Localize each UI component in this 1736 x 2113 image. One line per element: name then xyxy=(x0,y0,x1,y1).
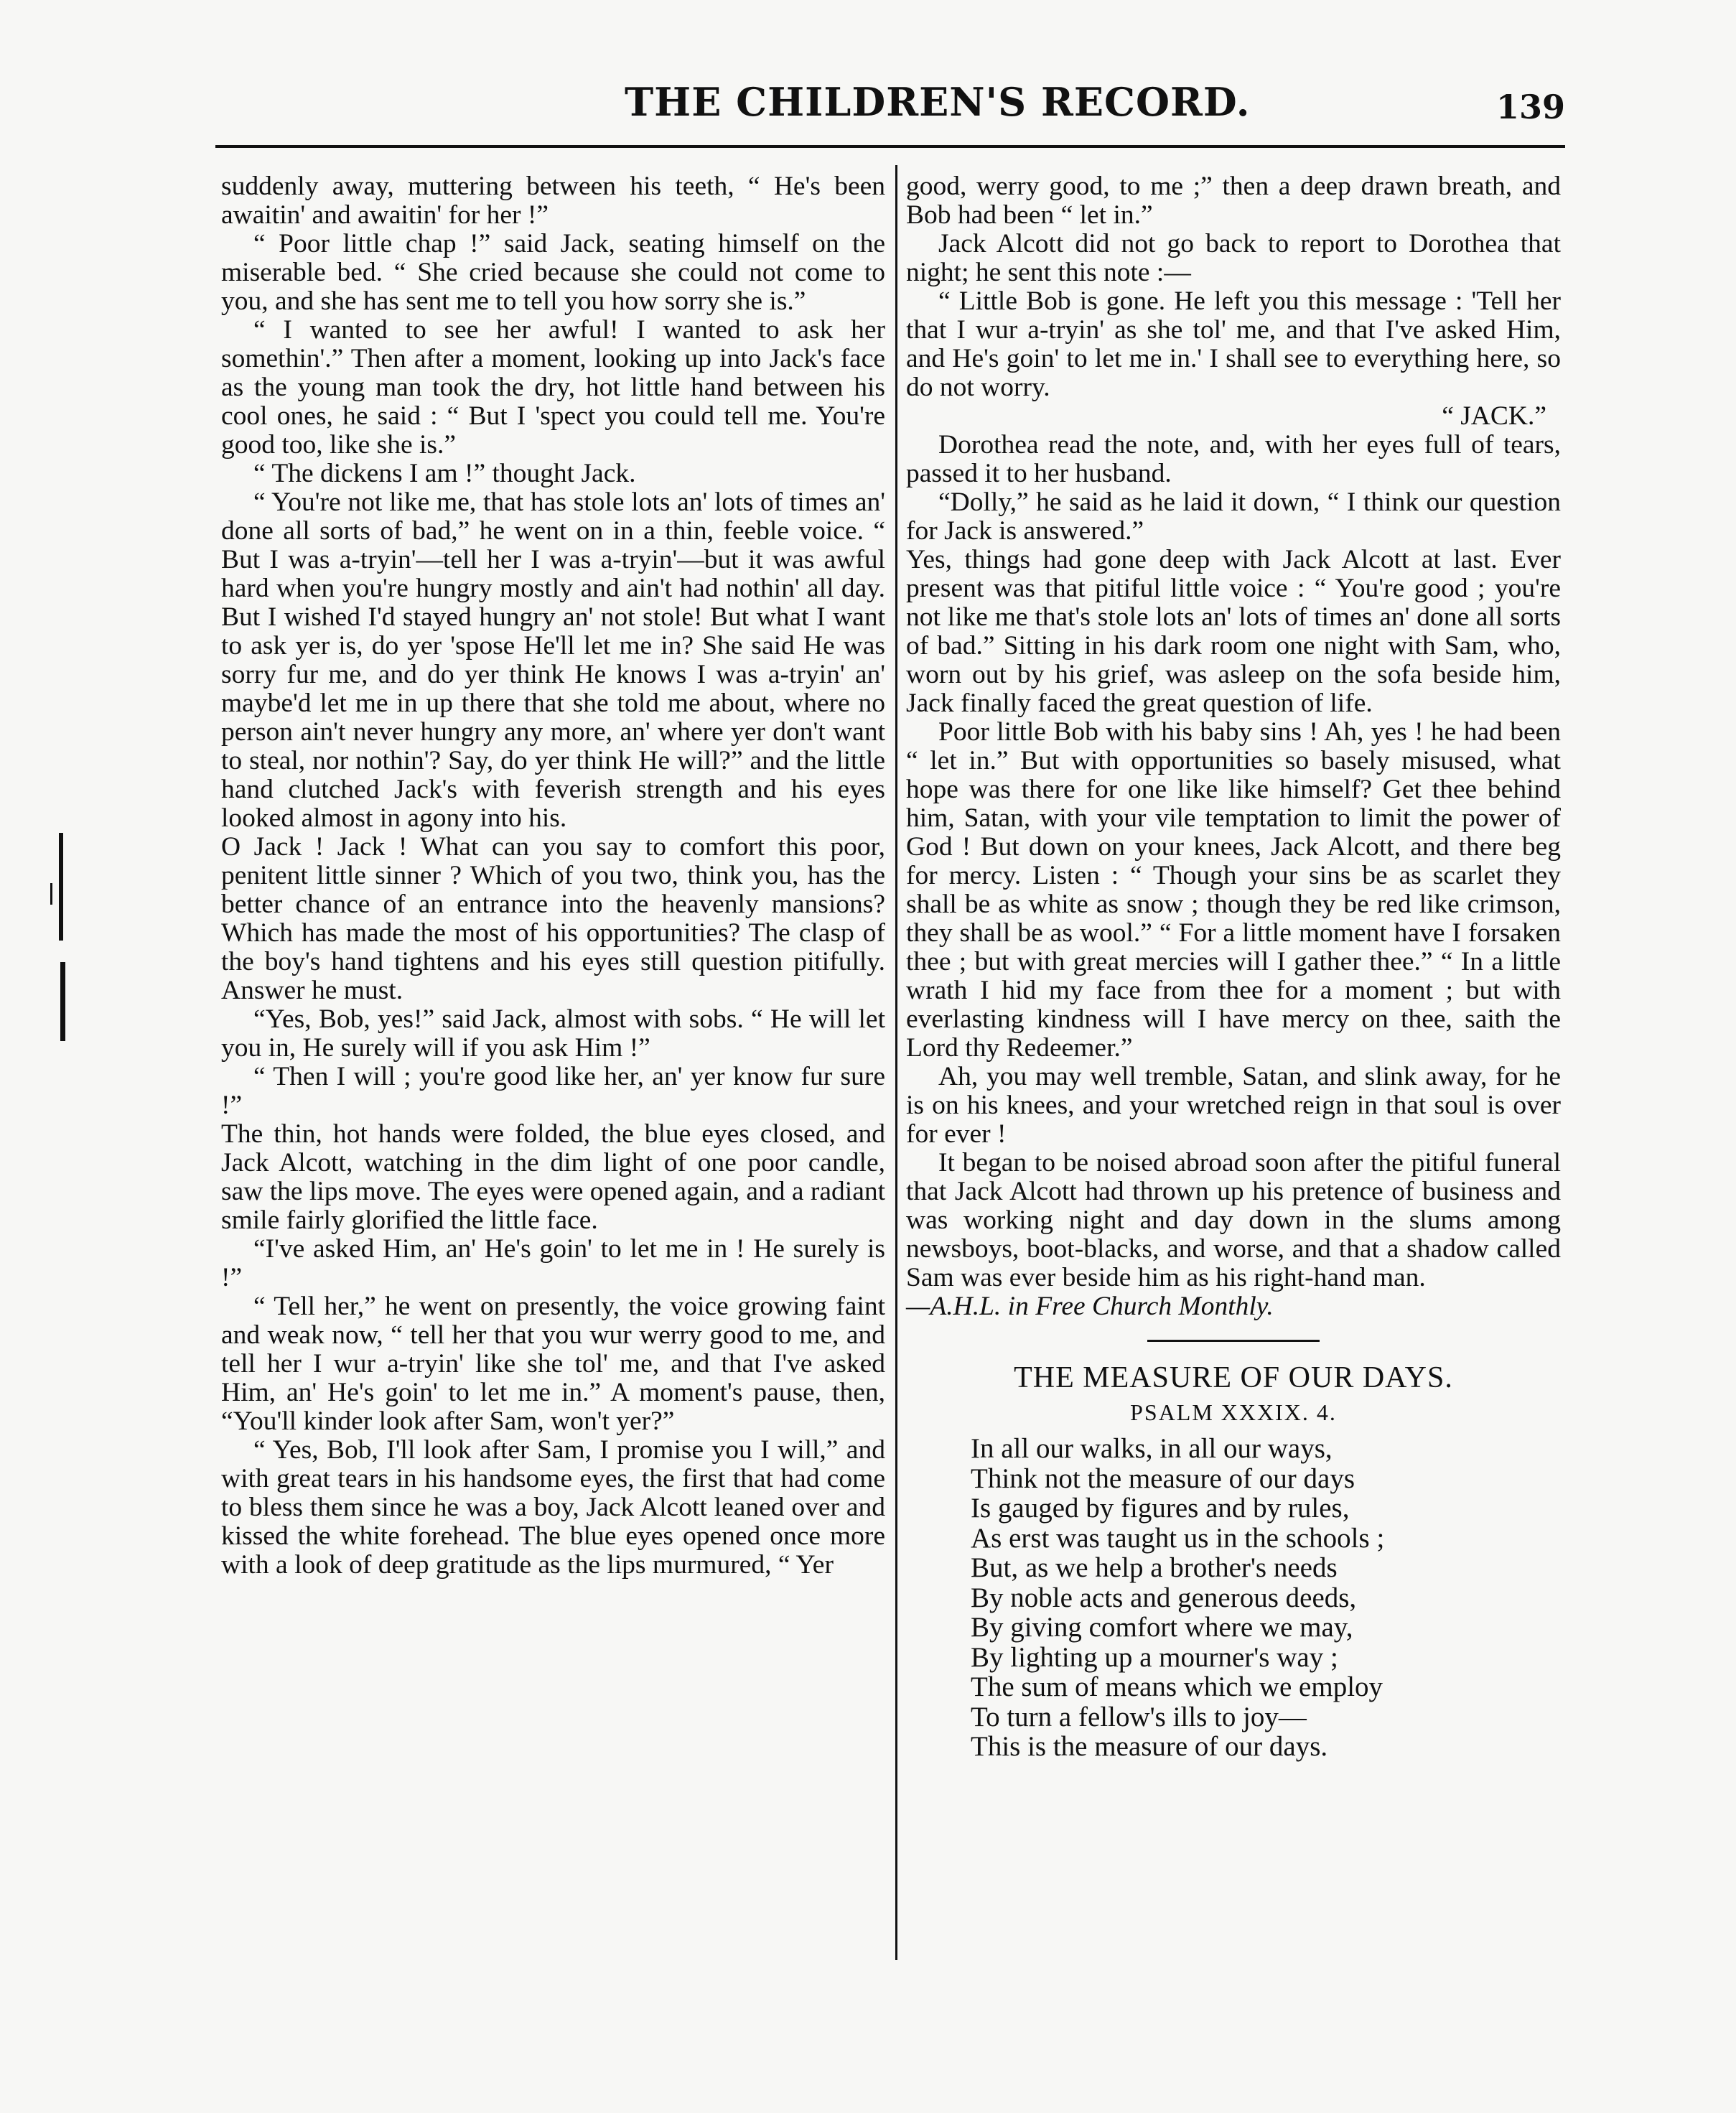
header-rule xyxy=(215,145,1565,148)
poem-line: Think not the measure of our days xyxy=(971,1463,1355,1494)
left-column xyxy=(221,172,885,1580)
poem-line: This is the measure of our days. xyxy=(971,1731,1328,1762)
paragraph: “ Tell her,” he went on presently, the voice growing faint and weak now, “ tell her that you wur werry good to me, and tell her I wur a-tryin' like she tol' me, and that I've asked Him, an' He's goin' to let me in.” A moment's pause, then, “You'll kinder look after Sam, won't yer?” xyxy=(221,1292,885,1436)
page-title: THE CHILDREN'S RECORD. xyxy=(625,79,1251,125)
paragraph: “Dolly,” he said as he laid it down, “ I think our question for Jack is answered.” xyxy=(906,488,1561,546)
paragraph: Yes, things had gone deep with Jack Alcott at last. Ever present was that pitiful little voice : “ You're good ; you're not like me that's stole lots an' lots of times an' done all sorts of bad.” Sitting in his dark room one night with Sam, who, worn out by his grief, was asleep on the sofa beside him, Jack finally faced the great question of life. xyxy=(906,545,1561,718)
poem xyxy=(906,1434,1561,1762)
poem-line: By giving comfort where we may, xyxy=(971,1612,1353,1643)
column-divider xyxy=(895,165,897,1960)
paragraph: “ Then I will ; you're good like her, an' yer know fur sure !” xyxy=(221,1062,885,1120)
paragraph: Poor little Bob with his baby sins ! Ah, yes ! he had been “ let in.” But with opportunities so basely misused, what hope was there for one like like himself? Get thee behind him, Satan, with your vile temptation to limit the power of God ! But down on your knees, Jack Alcott, and there beg for mercy. Listen : “ Though your sins be as scarlet they shall be as white as snow ; though they be red like crimson, they shall be as wool.” “ For a little moment have I forsaken thee ; but with great mercies will I gather thee.” “ In a little wrath I hid my face from thee for a moment ; but with everlasting kindness will I have mercy on thee, saith the Lord thy Redeemer.” xyxy=(906,717,1561,1063)
attribution: —A.H.L. in Free Church Monthly. xyxy=(906,1292,1274,1321)
right-column xyxy=(906,172,1561,1762)
paragraph: The thin, hot hands were folded, the blue eyes closed, and Jack Alcott, watching in the dim light of one poor candle, saw the lips move. The eyes were opened again, and a radiant smile fairly glorified the little face. xyxy=(221,1119,886,1235)
paragraph: It began to be noised abroad soon after the pitiful funeral that Jack Alcott had thrown up his pretence of business and was working night and day down in the slums among newsboys, boot-blacks, and worse, and that a shadow called Sam was ever beside him as his right-hand man. xyxy=(906,1148,1561,1292)
page-number: 139 xyxy=(1495,88,1565,126)
paragraph: “ Little Bob is gone. He left you this message : 'Tell her that I wur a-tryin' as she tol' me, and that I've asked Him, and He's goin' to let me in.' I shall see to everything here, so do not worry. xyxy=(906,286,1561,402)
section-rule xyxy=(1147,1340,1320,1342)
paragraph: Dorothea read the note, and, with her eyes full of tears, passed it to her husband. xyxy=(906,430,1561,488)
poem-line: As erst was taught us in the schools ; xyxy=(971,1522,1385,1554)
poem-line: To turn a fellow's ills to joy— xyxy=(971,1701,1307,1732)
poem-subtitle: PSALM XXXIX. 4. xyxy=(1130,1399,1337,1425)
margin-marks xyxy=(50,833,79,1048)
paragraph: “ Poor little chap !” said Jack, seating himself on the miserable bed. “ She cried because she could not come to you, and she has sent me to tell you how sorry she is.” xyxy=(221,229,885,316)
poem-line: But, as we help a brother's needs xyxy=(971,1552,1338,1583)
poem-line: By noble acts and generous deeds, xyxy=(971,1582,1357,1613)
paragraph: “ I wanted to see her awful! I wanted to ask her somethin'.” Then after a moment, looking up into Jack's face as the young man took the dry, hot little hand between his cool ones, he said : “ But I 'spect you could tell me. You're good too, like she is.” xyxy=(221,315,885,460)
paragraph: “Yes, Bob, yes!” said Jack, almost with sobs. “ He will let you in, He surely will if you ask Him !” xyxy=(221,1004,885,1063)
paragraph: “ You're not like me, that has stole lots an' lots of times an' done all sorts of bad,” he went on in a thin, feeble voice. “ But I was a-tryin'—tell her I was a-tryin'—but it was awful hard when you're hungry mostly and ain't had nothin' all day. But I wished I'd stayed hungry an' not stole! But what I want to ask yer is, do yer 'spose He'll let me in? She said He was sorry fur me, and do yer think He knows I was a-tryin' an' maybe'd let me in up there that she told me about, where no person ain't never hungry any more, an' where yer don't want to steal, nor nothin'? Say, do yer think He will?” and the little hand clutched Jack's with feverish strength and his eyes looked almost in agony into his. xyxy=(221,488,885,833)
paragraph: “I've asked Him, an' He's goin' to let me in ! He surely is !” xyxy=(221,1234,885,1292)
page-header xyxy=(215,66,1565,138)
paragraph: suddenly away, muttering between his teeth, “ He's been awaitin' and awaitin' for her !” xyxy=(221,172,885,230)
paragraph: “ The dickens I am !” thought Jack. xyxy=(253,459,636,488)
poem-title: THE MEASURE OF OUR DAYS. xyxy=(1014,1361,1453,1394)
poem-line: By lighting up a mourner's way ; xyxy=(971,1641,1338,1673)
paragraph: Jack Alcott did not go back to report to Dorothea that night; he sent this note :— xyxy=(906,229,1561,287)
paragraph: good, werry good, to me ;” then a deep drawn breath, and Bob had been “ let in.” xyxy=(906,172,1561,230)
poem-line: The sum of means which we employ xyxy=(971,1671,1383,1702)
paragraph: O Jack ! Jack ! What can you say to comfort this poor, penitent little sinner ? Which of you two, think you, has the better chance of an entrance into the heavenly mansions? Which has made the most of his opportunities? The clasp of the boy's hand tightens and his eyes still question pitifully. Answer he must. xyxy=(221,832,885,1005)
paragraph: Ah, you may well tremble, Satan, and slink away, for he is on his knees, and your wretched reign in that soul is over for ever ! xyxy=(906,1062,1561,1149)
poem-line: In all our walks, in all our ways, xyxy=(971,1433,1333,1464)
poem-line: Is gauged by figures and by rules, xyxy=(971,1493,1350,1524)
signature: “ JACK.” xyxy=(1442,401,1546,431)
paragraph: “ Yes, Bob, I'll look after Sam, I promise you I will,” and with great tears in his handsome eyes, the first that had come to bless them since he was a boy, Jack Alcott leaned over and kissed the white forehead. The blue eyes opened once more with a look of deep gratitude as the lips murmured, “ Yer xyxy=(221,1435,885,1580)
